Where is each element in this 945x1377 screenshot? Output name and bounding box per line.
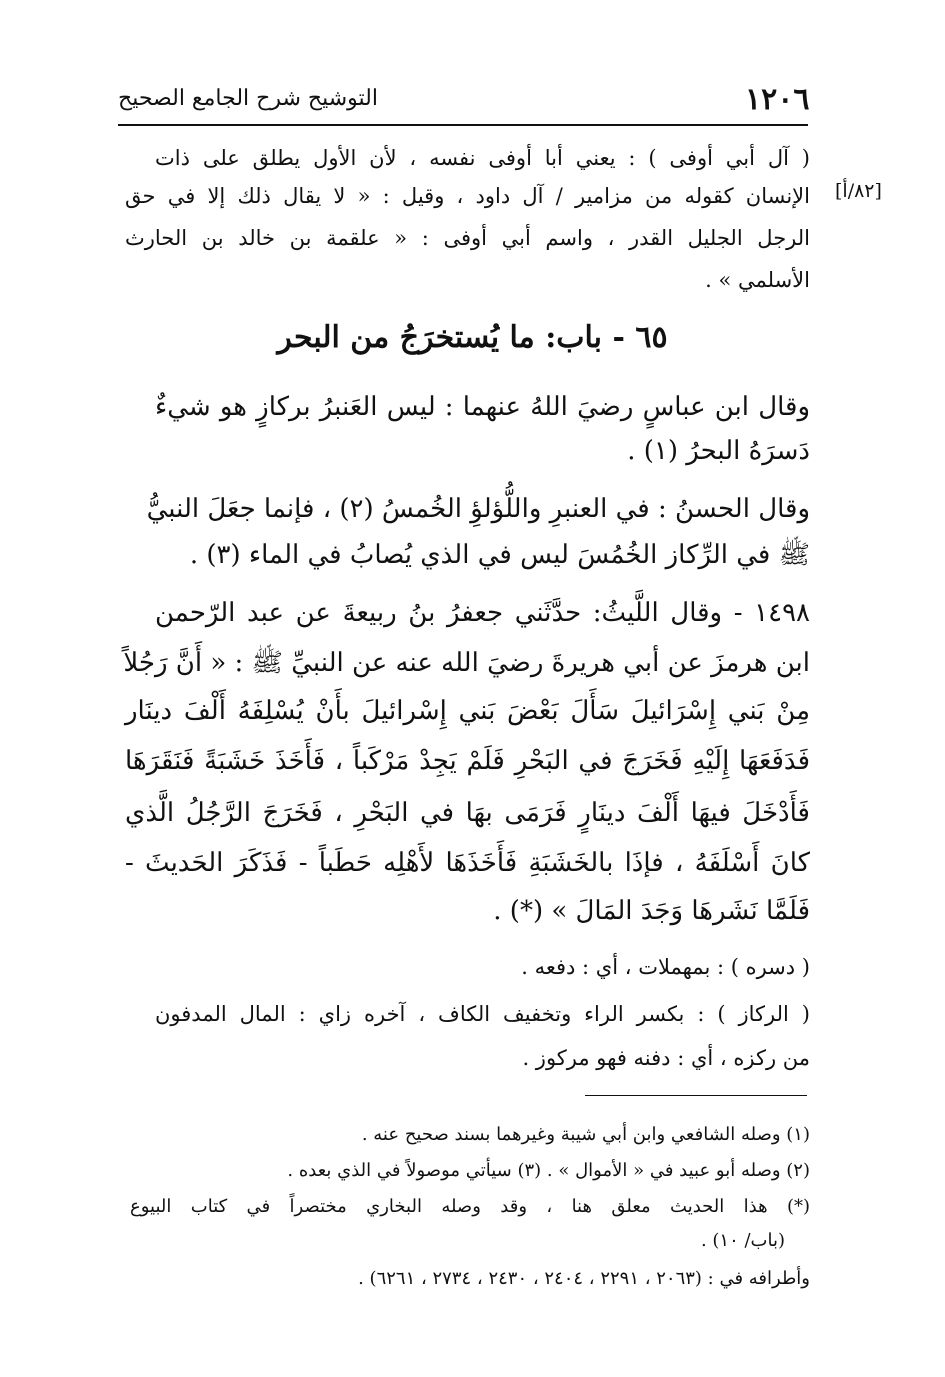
footnote-rule bbox=[585, 1095, 807, 1096]
hadith-line: فَأَدْخَلَ فيهَا أَلْفَ دينَارٍ فَرَمَى بهَا في البَحْرِ ، فَخَرَجَ الرَّجُلُ الَّذي bbox=[125, 798, 810, 828]
header-rule bbox=[118, 124, 808, 126]
page-number: ١٢٠٦ bbox=[745, 82, 810, 117]
text-line: دَسرَهُ البحرُ (١) . bbox=[627, 436, 810, 466]
text-line: ﷺ في الرِّكاز الخُمُسَ ليس في الذي يُصابُ في الماء (٣) . bbox=[189, 540, 810, 570]
footnote: (باب/ ١٠) . bbox=[700, 1230, 785, 1251]
hadith-line: كانَ أَسْلَفَهُ ، فإذَا بالخَشَبَةِ فَأَخَذَهَا لأَهْلِه حَطَباً - فَذَكَرَ الحَديثَ - bbox=[125, 848, 810, 878]
margin-folio-note: [٨٢/أ] bbox=[835, 180, 882, 202]
footnote: (*) هذا الحديث معلق هنا ، وقد وصله البخاري مختصراً في كتاب البيوع bbox=[130, 1196, 810, 1217]
footnote: (٢) وصله أبو عبيد في « الأموال » . (٣) سيأتي موصولاً في الذي بعده . bbox=[287, 1160, 810, 1181]
gloss-line: ( الركاز ) : بكسر الراء وتخفيف الكاف ، آخره زاي : المال المدفون bbox=[155, 1002, 810, 1026]
hadith-line: مِنْ بَني إِسْرَائيلَ سَأَلَ بَعْضَ بَني إِسْرائيلَ بأَنْ يُسْلِفَهُ أَلْفَ دينَار bbox=[125, 696, 810, 726]
text-line: وقال الحسنُ : في العنبرِ واللُّؤلؤِ الخُمسُ (٢) ، فإنما جعَلَ النبيُّ bbox=[146, 494, 810, 524]
hadith-line: فَلَمَّا نَشَرهَا وَجَدَ المَالَ » (*) . bbox=[493, 896, 810, 926]
intro-line: الرجل الجليل القدر ، واسم أبي أوفى : « علقمة بن خالد بن الحارث bbox=[125, 226, 810, 250]
intro-line: الأسلمي » . bbox=[705, 268, 810, 292]
footnote: (١) وصله الشافعي وابن أبي شيبة وغيرهما بسند صحيح عنه . bbox=[361, 1124, 810, 1145]
footnote: وأطرافه في : (٢٠٦٣ ، ٢٢٩١ ، ٢٤٠٤ ، ٢٤٣٠ ، ٢٧٣٤ ، ٦٢٦١) . bbox=[358, 1268, 810, 1289]
intro-line: الإنسان كقوله من مزامير / آل داود ، وقيل : « لا يقال ذلك إلا في حق bbox=[125, 184, 810, 208]
hadith-line: ١٤٩٨ - وقال اللَّيثُ: حدَّثَني جعفرُ بنُ ربيعةَ عن عبد الرّحمن bbox=[155, 598, 810, 628]
section-heading: ٦٥ - باب: ما يُستخرَجُ من البحر bbox=[277, 320, 668, 355]
hadith-line: فَدَفَعَهَا إِلَيْهِ فَخَرَجَ في البَحْرِ فَلَمْ يَجِدْ مَرْكَباً ، فَأَخَذَ خَشَبَةً فَنَقَرَهَا bbox=[125, 746, 810, 776]
running-header-title: التوشيح شرح الجامع الصحيح bbox=[118, 86, 378, 111]
hadith-line: ابن هرمزَ عن أبي هريرةَ رضيَ الله عنه عن النبيِّ ﷺ : « أَنَّ رَجُلاً bbox=[123, 648, 810, 678]
intro-line: ( آل أبي أوفى ) : يعني أبا أوفى نفسه ، لأن الأول يطلق على ذات bbox=[155, 146, 810, 170]
text-line: وقال ابن عباسٍ رضيَ اللهُ عنهما : ليس العَنبرُ بركازٍ هو شيءٌ bbox=[155, 392, 810, 422]
gloss-line: من ركزه ، أي : دفنه فهو مركوز . bbox=[522, 1046, 810, 1070]
gloss-line: ( دسره ) : بمهملات ، أي : دفعه . bbox=[521, 955, 810, 979]
